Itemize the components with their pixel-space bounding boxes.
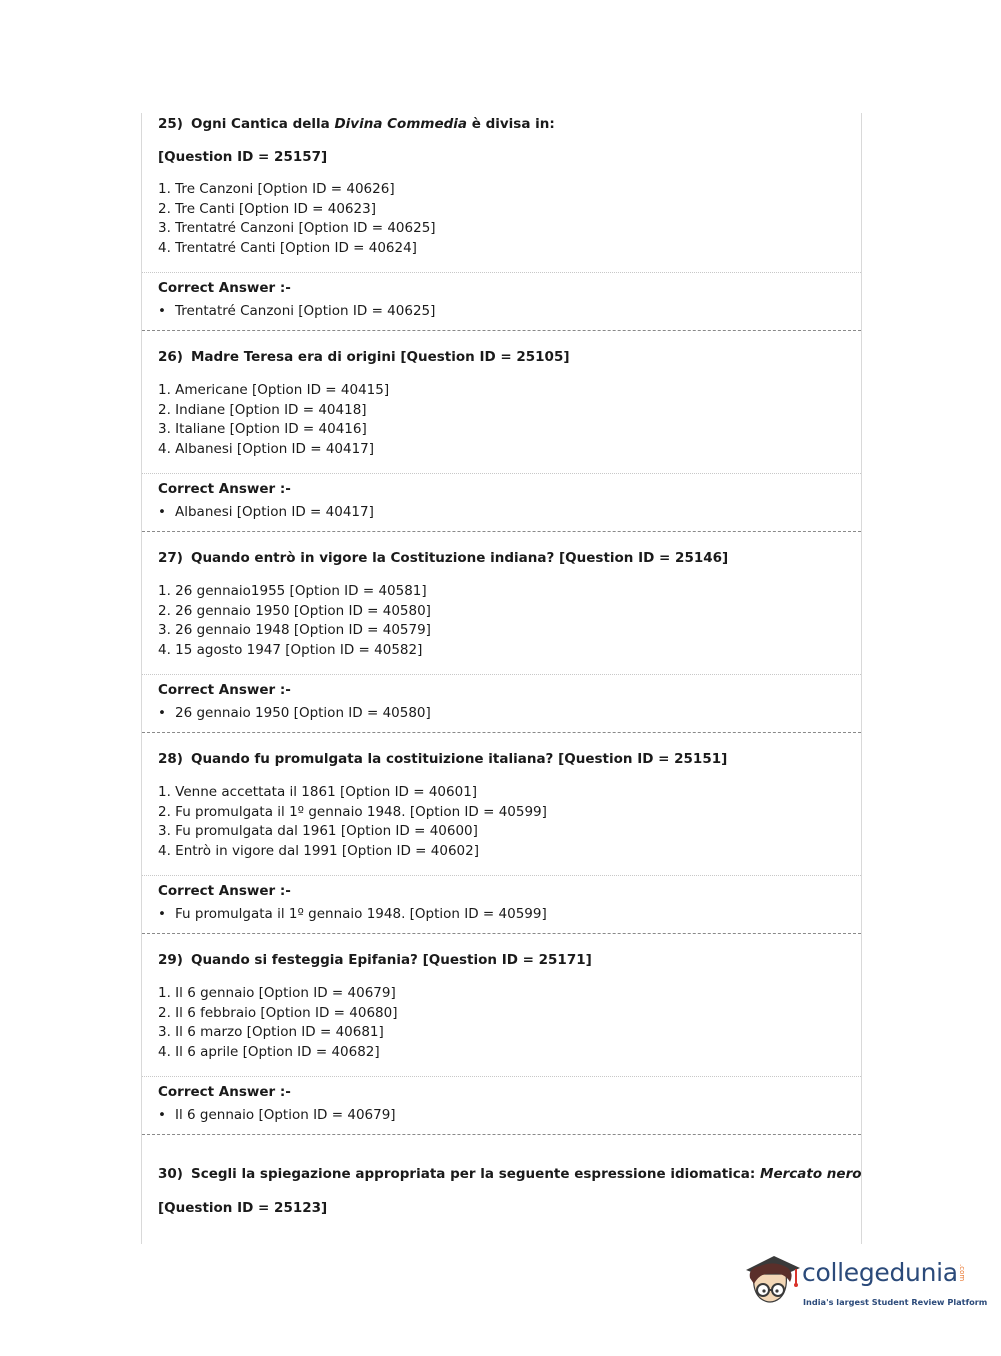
option-item: 2. Tre Canti [Option ID = 40623] — [158, 200, 376, 217]
correct-answer: • Albanesi [Option ID = 40417] — [158, 504, 374, 520]
question-title: 30) Scegli la spiegazione appropriata per la seguente espressione idiomatica: Mercato nero — [158, 1166, 862, 1182]
option-item: 2. Indiane [Option ID = 40418] — [158, 401, 367, 418]
divider — [142, 1076, 861, 1077]
options-list — [158, 582, 431, 660]
options-list — [158, 984, 398, 1062]
options-list — [158, 783, 547, 861]
divider — [142, 531, 861, 532]
question-title: 28) Quando fu promulgata la costituizione italiana? [Question ID = 25151] — [158, 751, 728, 767]
question-id: [Question ID = 25123] — [158, 1200, 328, 1216]
question-sheet — [141, 113, 862, 1244]
brand-tagline: India's largest Student Review Platform — [803, 1297, 988, 1307]
option-item: 1. Il 6 gennaio [Option ID = 40679] — [158, 985, 396, 1001]
correct-answer-label: Correct Answer :- — [158, 1084, 291, 1100]
question-title: 29) Quando si festeggia Epifania? [Question ID = 25171] — [158, 952, 592, 968]
option-item: 2. Fu promulgata il 1º gennaio 1948. [Option ID = 40599] — [158, 803, 547, 820]
correct-answer: • 26 gennaio 1950 [Option ID = 40580] — [158, 705, 431, 721]
correct-answer: • Il 6 gennaio [Option ID = 40679] — [158, 1107, 396, 1123]
option-item: 1. Tre Canzoni [Option ID = 40626] — [158, 181, 395, 197]
option-item: 3. Il 6 marzo [Option ID = 40681] — [158, 1024, 384, 1041]
correct-answer-label: Correct Answer :- — [158, 682, 291, 698]
divider — [142, 473, 861, 474]
correct-answer: • Trentatré Canzoni [Option ID = 40625] — [158, 303, 436, 319]
option-item: 3. Italiane [Option ID = 40416] — [158, 421, 367, 438]
option-item: 2. 26 gennaio 1950 [Option ID = 40580] — [158, 602, 431, 619]
options-list — [158, 180, 436, 258]
option-item: 4. Il 6 aprile [Option ID = 40682] — [158, 1043, 380, 1060]
divider — [142, 1134, 861, 1135]
divider — [142, 330, 861, 331]
divider — [142, 272, 861, 273]
option-item: 3. 26 gennaio 1948 [Option ID = 40579] — [158, 622, 431, 639]
collegedunia-logo — [740, 1250, 988, 1320]
brand-name: collegedunia — [802, 1258, 958, 1287]
brand-suffix: .com — [958, 1264, 966, 1282]
options-list — [158, 381, 389, 459]
question-id: [Question ID = 25157] — [158, 149, 328, 165]
option-item: 3. Fu promulgata dal 1961 [Option ID = 40600] — [158, 823, 478, 840]
question-title: 25) Ogni Cantica della Divina Commedia è divisa in: — [158, 116, 555, 132]
option-item: 4. 15 agosto 1947 [Option ID = 40582] — [158, 641, 423, 658]
divider — [142, 933, 861, 934]
option-item: 1. 26 gennaio1955 [Option ID = 40581] — [158, 583, 427, 599]
correct-answer-label: Correct Answer :- — [158, 481, 291, 497]
question-title: 27) Quando entrò in vigore la Costituzione indiana? [Question ID = 25146] — [158, 550, 729, 566]
correct-answer-label: Correct Answer :- — [158, 883, 291, 899]
option-item: 1. Venne accettata il 1861 [Option ID = 40601] — [158, 784, 478, 800]
option-item: 3. Trentatré Canzoni [Option ID = 40625] — [158, 220, 436, 237]
mascot-icon — [740, 1250, 802, 1316]
option-item: 4. Trentatré Canti [Option ID = 40624] — [158, 239, 417, 256]
option-item: 2. Il 6 febbraio [Option ID = 40680] — [158, 1004, 398, 1021]
option-item: 4. Entrò in vigore dal 1991 [Option ID = 40602] — [158, 842, 480, 859]
option-item: 1. Americane [Option ID = 40415] — [158, 382, 390, 398]
question-title: 26) Madre Teresa era di origini [Question ID = 25105] — [158, 349, 570, 365]
divider — [142, 875, 861, 876]
option-item: 4. Albanesi [Option ID = 40417] — [158, 440, 375, 457]
correct-answer: • Fu promulgata il 1º gennaio 1948. [Option ID = 40599] — [158, 906, 547, 922]
divider — [142, 732, 861, 733]
correct-answer-label: Correct Answer :- — [158, 280, 291, 296]
divider — [142, 674, 861, 675]
